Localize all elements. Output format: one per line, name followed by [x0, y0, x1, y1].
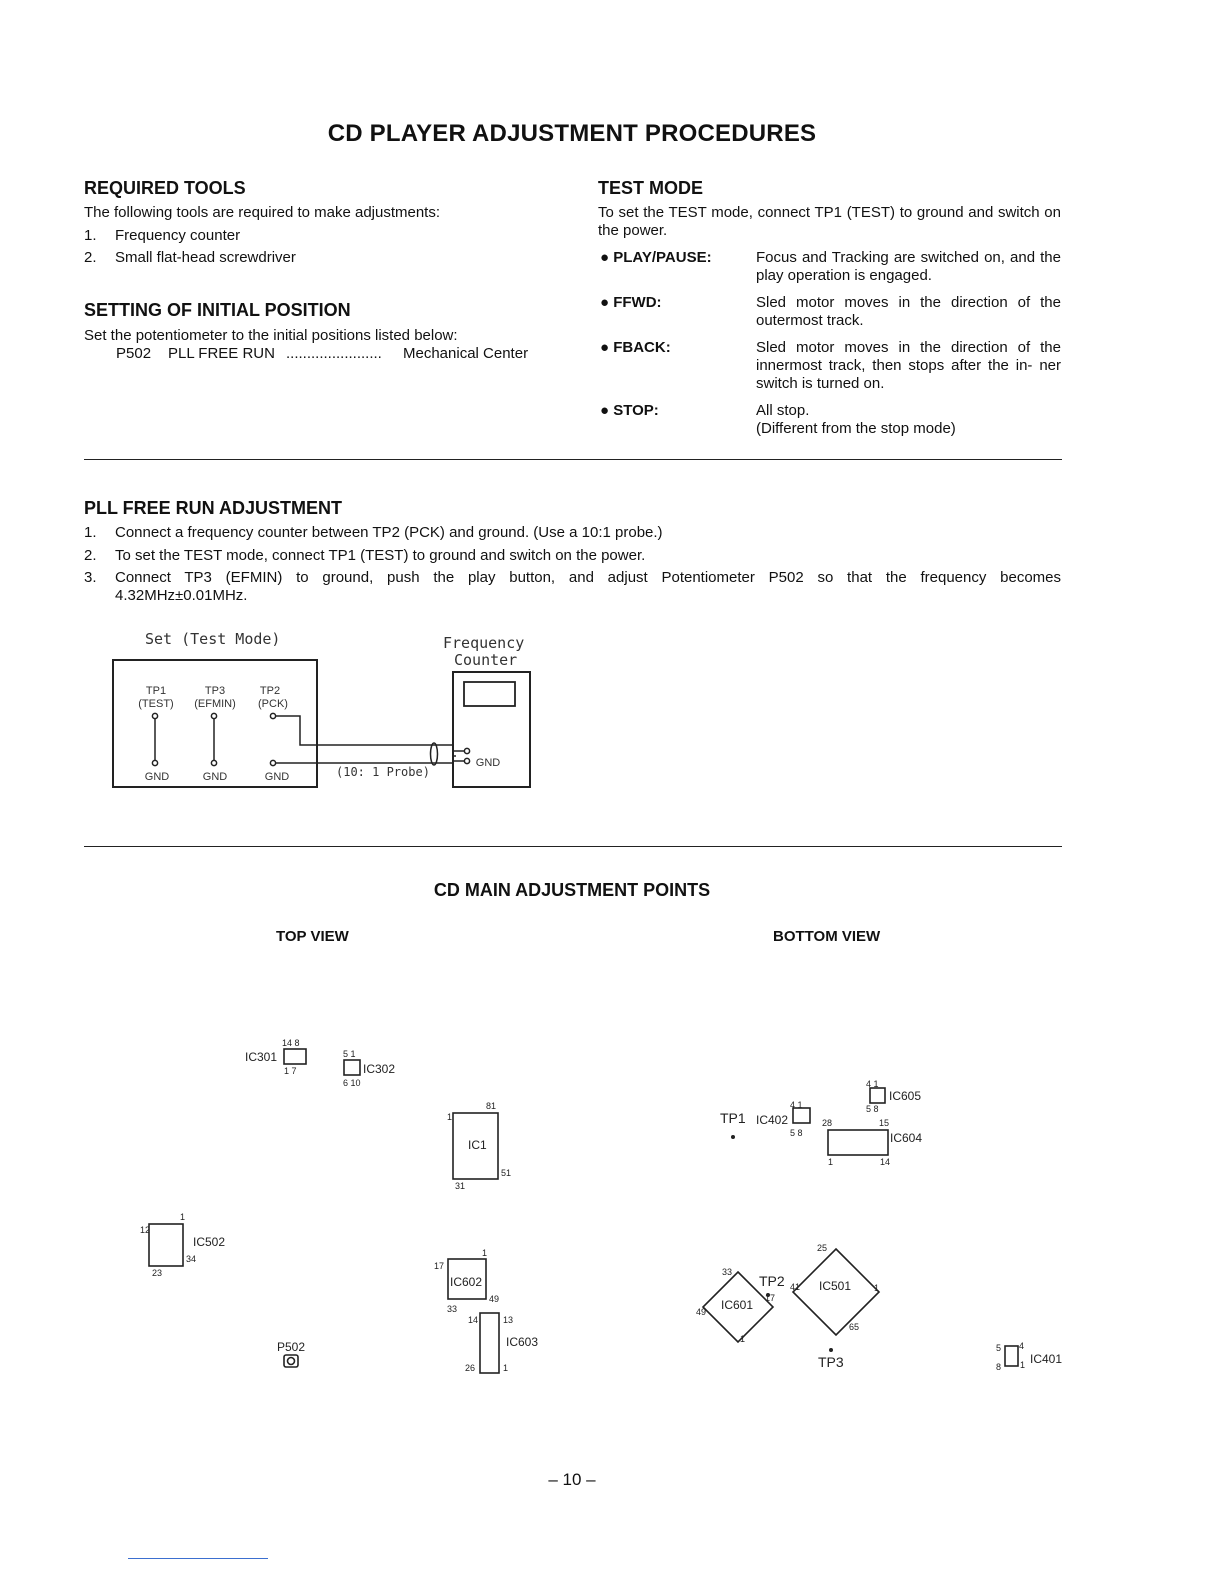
gnd-label: GND	[202, 771, 228, 783]
ic602-pin: 17	[434, 1261, 445, 1271]
pll-step-text: To set the TEST mode, connect TP1 (TEST) to ground and switch on the power.	[115, 547, 646, 564]
ic502-outline	[149, 1224, 183, 1266]
required-tools-heading: REQUIRED TOOLS	[84, 178, 246, 198]
ic402-label: IC402	[756, 1113, 789, 1127]
test-mode-desc-stop: All stop.	[756, 402, 810, 419]
test-mode-desc-fback: Sled motor moves in the direction of the innermost track, then stops after the in- ner switch is turned on.	[756, 339, 1061, 392]
ic402-outline	[793, 1108, 810, 1123]
tp3-sub-label: (EFMIN)	[194, 698, 236, 710]
divider	[84, 846, 1062, 847]
counter-label-1: Frequency	[443, 634, 525, 652]
test-mode-label-fback: ● FBACK:	[600, 339, 671, 356]
test-mode-desc-stop-note: (Different from the stop mode)	[756, 420, 956, 437]
ic401-pin: 1	[1020, 1360, 1026, 1370]
test-mode-intro: To set the TEST mode, connect TP1 (TEST) to ground and switch on the power.	[598, 204, 1061, 239]
set-label: Set (Test Mode)	[145, 630, 281, 648]
ic301-pins: 14 8	[282, 1038, 300, 1048]
page-title: CD PLAYER ADJUSTMENT PROCEDURES	[327, 120, 817, 147]
ic602-pin: 33	[447, 1304, 458, 1314]
board-layout-diagram	[0, 1020, 1224, 1420]
pll-step-num: 2.	[84, 547, 97, 564]
ic603-pin: 13	[503, 1315, 514, 1325]
ic302-label: IC302	[363, 1062, 396, 1076]
ic604-pin: 1	[828, 1157, 834, 1167]
test-mode-desc-play: Focus and Tracking are switched on, and the play operation is engaged.	[756, 249, 1061, 284]
ic603-pin: 14	[468, 1315, 479, 1325]
counter-display-icon	[464, 682, 515, 706]
pll-step-text: Connect a frequency counter between TP2 (PCK) and ground. (Use a 10:1 probe.)	[115, 524, 663, 541]
potentiometer-ref: P502	[116, 345, 152, 362]
ic605-label: IC605	[889, 1089, 922, 1103]
ic605-pins: 4 1	[866, 1079, 879, 1089]
ic603-pin: 26	[465, 1363, 476, 1373]
tp1-label: TP1	[145, 685, 167, 697]
ic601-pin: 49	[696, 1307, 707, 1317]
tp2-label: TP2	[259, 685, 281, 697]
ic1-pin: 31	[455, 1181, 466, 1191]
ic502-label: IC502	[193, 1235, 226, 1249]
potentiometer-name: PLL FREE RUN	[168, 345, 275, 362]
counter-label-2: Counter	[454, 651, 518, 669]
tp3-dot	[829, 1348, 833, 1352]
p502-label: P502	[277, 1340, 306, 1354]
tp3-label: TP3	[204, 685, 226, 697]
ic604-label: IC604	[890, 1131, 923, 1145]
ic402-pins: 5 8	[790, 1128, 803, 1138]
tp2-label: TP2	[759, 1273, 785, 1289]
tool-item-text: Frequency counter	[115, 227, 241, 244]
ic602-label: IC602	[450, 1275, 483, 1289]
ic604-pin: 15	[879, 1118, 890, 1128]
ic603-pin: 1	[503, 1363, 509, 1373]
initial-position-heading: SETTING OF INITIAL POSITION	[84, 300, 351, 320]
pll-connection-diagram	[0, 620, 600, 800]
test-mode-desc-ffwd: Sled motor moves in the direction of the outermost track.	[756, 294, 1061, 329]
ic502-pin: 1	[180, 1212, 186, 1222]
ic401-label: IC401	[1030, 1352, 1063, 1366]
ic603-outline	[480, 1313, 499, 1373]
ic601-pin: 17	[765, 1293, 776, 1303]
ic1-pin: 81	[486, 1101, 497, 1111]
divider	[84, 459, 1062, 460]
tp1-label: TP1	[720, 1110, 746, 1126]
main-points-heading: CD MAIN ADJUSTMENT POINTS	[433, 880, 711, 900]
ic501-pin: 41	[790, 1282, 801, 1292]
ic602-pin: 49	[489, 1294, 500, 1304]
gnd-label: GND	[144, 771, 170, 783]
ic501-label: IC501	[819, 1279, 852, 1293]
bottom-link-line	[128, 1558, 268, 1559]
tp1-sub-label: (TEST)	[138, 698, 174, 710]
bottom-view-label: BOTTOM VIEW	[773, 928, 881, 945]
ic605-outline	[870, 1088, 885, 1103]
ic301-label: IC301	[245, 1050, 278, 1064]
test-mode-label-stop: ● STOP:	[600, 402, 659, 419]
ic401-pin: 5	[996, 1343, 1002, 1353]
initial-position-intro: Set the potentiometer to the initial positions listed below:	[84, 327, 458, 344]
pll-step-num: 3.	[84, 569, 97, 586]
pll-heading: PLL FREE RUN ADJUSTMENT	[84, 498, 343, 518]
ic301-pins: 1 7	[284, 1066, 297, 1076]
tp1-dot	[731, 1135, 735, 1139]
ic602-pin: 1	[482, 1248, 488, 1258]
potentiometer-leader-dots: .......................	[286, 345, 382, 362]
ic604-pin: 28	[822, 1118, 833, 1128]
ic601-label: IC601	[721, 1298, 754, 1312]
probe-label: (10: 1 Probe)	[336, 765, 430, 779]
gnd-label: GND	[264, 771, 290, 783]
ic1-pin: 51	[501, 1168, 512, 1178]
page-number: – 10 –	[548, 1470, 596, 1489]
ic401-outline	[1005, 1346, 1018, 1366]
test-mode-label-ffwd: ● FFWD:	[600, 294, 662, 311]
tp3-label: TP3	[818, 1354, 844, 1370]
ic502-pin: 23	[152, 1268, 163, 1278]
counter-gnd-label: GND	[475, 757, 501, 769]
pll-step-text: Connect TP3 (EFMIN) to ground, push the play button, and adjust Potentiometer P502 so that the frequency becomes	[115, 569, 1061, 586]
pll-step-text-cont: 4.32MHz±0.01MHz.	[115, 587, 248, 604]
pll-step-num: 1.	[84, 524, 97, 541]
ic302-pins: 6 10	[343, 1078, 361, 1088]
ic605-pins: 5 8	[866, 1104, 879, 1114]
ic301-outline	[284, 1049, 306, 1064]
ic604-outline	[828, 1130, 888, 1155]
ic603-label: IC603	[506, 1335, 539, 1349]
test-mode-label-play: ● PLAY/PAUSE:	[600, 249, 712, 266]
ic401-pin: 4	[1019, 1341, 1025, 1351]
set-box	[113, 660, 317, 787]
ic601-pin: 1	[740, 1334, 746, 1344]
tool-item-text: Small flat-head screwdriver	[115, 249, 296, 266]
ic601-pin: 33	[722, 1267, 733, 1277]
ic302-pins: 5 1	[343, 1049, 356, 1059]
ic302-outline	[344, 1060, 360, 1075]
ic401-pin: 8	[996, 1362, 1002, 1372]
ic502-pin: 34	[186, 1254, 197, 1264]
test-mode-heading: TEST MODE	[598, 178, 704, 198]
tool-item-num: 1.	[84, 227, 97, 244]
tool-item-num: 2.	[84, 249, 97, 266]
ic604-pin: 14	[880, 1157, 891, 1167]
ic501-pin: 1	[874, 1283, 880, 1293]
required-tools-intro: The following tools are required to make adjustments:	[84, 204, 441, 221]
ic501-pin: 65	[849, 1322, 860, 1332]
ic1-label: IC1	[468, 1138, 487, 1152]
ic402-pins: 4 1	[790, 1100, 803, 1110]
ic502-pin: 12	[140, 1225, 151, 1235]
ic501-pin: 25	[817, 1243, 828, 1253]
ic1-pin: 1	[447, 1112, 453, 1122]
tp2-sub-label: (PCK)	[258, 698, 288, 710]
top-view-label: TOP VIEW	[276, 928, 349, 945]
potentiometer-value: Mechanical Center	[403, 345, 529, 362]
